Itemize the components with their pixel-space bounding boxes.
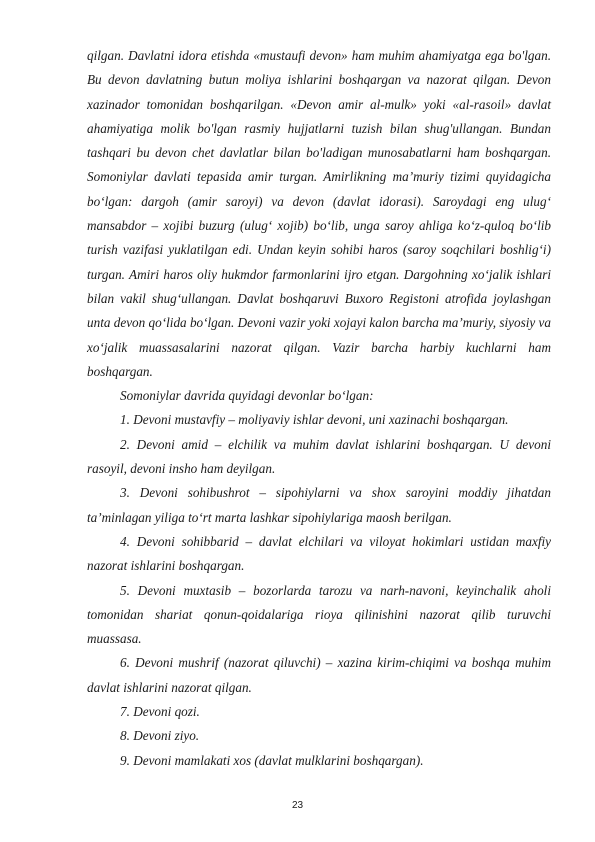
- list-item-devon-7: 7. Devoni qozi.: [120, 704, 200, 720]
- paragraph-devons-heading: Somoniylar davrida quyidagi devonlar bo‘lgan:: [120, 388, 374, 404]
- list-item-devon-3: 3. Devoni sohibushrot – sipohiylarni va shox saroyini moddiy jihatdan ta’minlagan yiliga to‘rt marta lashkar sipohiylariga maosh berilgan.: [87, 485, 551, 525]
- list-item-devon-2: 2. Devoni amid – elchilik va muhim davlat ishlarini boshqargan. U devoni rasoyil, devoni insho ham deyilgan.: [87, 436, 551, 477]
- list-item-devon-9: 9. Devoni mamlakati xos (davlat mulklarini boshqargan).: [120, 752, 424, 768]
- paragraph-intro: qilgan. Davlatni idora etishda «mustaufi devon» ham muhim ahamiyatga ega bo'lgan. Bu devon davlatning butun moliya ishlarini boshqargan va nazorat qilgan. Devon xazinador tomonidan boshqarilgan. «Devon amir al-mulk» yoki «al-rasoil» davlat ahamiyatiga molik bo'lgan rasmiy hujjatlarni tuzish bilan shug'ullangan. Bundan tashqari bu devon chet davlatlar bilan bo'ladigan munosabatlarni ham boshqargan. Somoniylar davlati tepasida amir turgan. Amirlikning ma’muriy tizimi quyidagicha bo‘lgan: dargoh (amir saroyi) va devon (davlat idorasi). Saroydagi eng ulug‘ mansabdor – xojibi buzurg (ulug‘ xojib) bo‘lib, unga saroy ahliga ko‘z-quloq bo‘lib turish vazifasi yuklatilgan edi. Undan keyin sohibi haros (saroy soqchilari boshlig‘i) turgan. Amiri haros oliy hukmdor farmonlarini ijro etgan. Dargohning xo‘jalik ishlari bilan vakil shug‘ullangan. Davlat boshqaruvi Buxoro Registoni atrofida joylashgan unta devon qo‘lida bo‘lgan. Devoni vazir yoki xojayi kalon barcha ma’muriy, siyosiy va xo‘jalik muassasalarini nazorat qilgan. Vazir barcha harbiy kuchlarni ham boshqargan.: [87, 48, 551, 379]
- document-body: [87, 44, 551, 773]
- list-item-devon-5: 5. Devoni muxtasib – bozorlarda tarozu va narh-navoni, keyinchalik aholi tomonidan shariat qonun-qoidalariga rioya qilinishini nazorat qilib turuvchi muassasa.: [87, 582, 551, 647]
- list-item-devon-8: 8. Devoni ziyo.: [120, 728, 200, 744]
- page-number: 23: [291, 800, 304, 811]
- list-item-devon-6: 6. Devoni mushrif (nazorat qiluvchi) – xazina kirim-chiqimi va boshqa muhim davlat ishlarini nazorat qilgan.: [87, 655, 551, 695]
- list-item-devon-1: 1. Devoni mustavfiy – moliyaviy ishlar devoni, uni xazinachi boshqargan.: [120, 412, 509, 428]
- list-item-devon-4: 4. Devoni sohibbarid – davlat elchilari va viloyat hokimlari ustidan maxfiy nazorat ishlarini boshqargan.: [87, 533, 551, 574]
